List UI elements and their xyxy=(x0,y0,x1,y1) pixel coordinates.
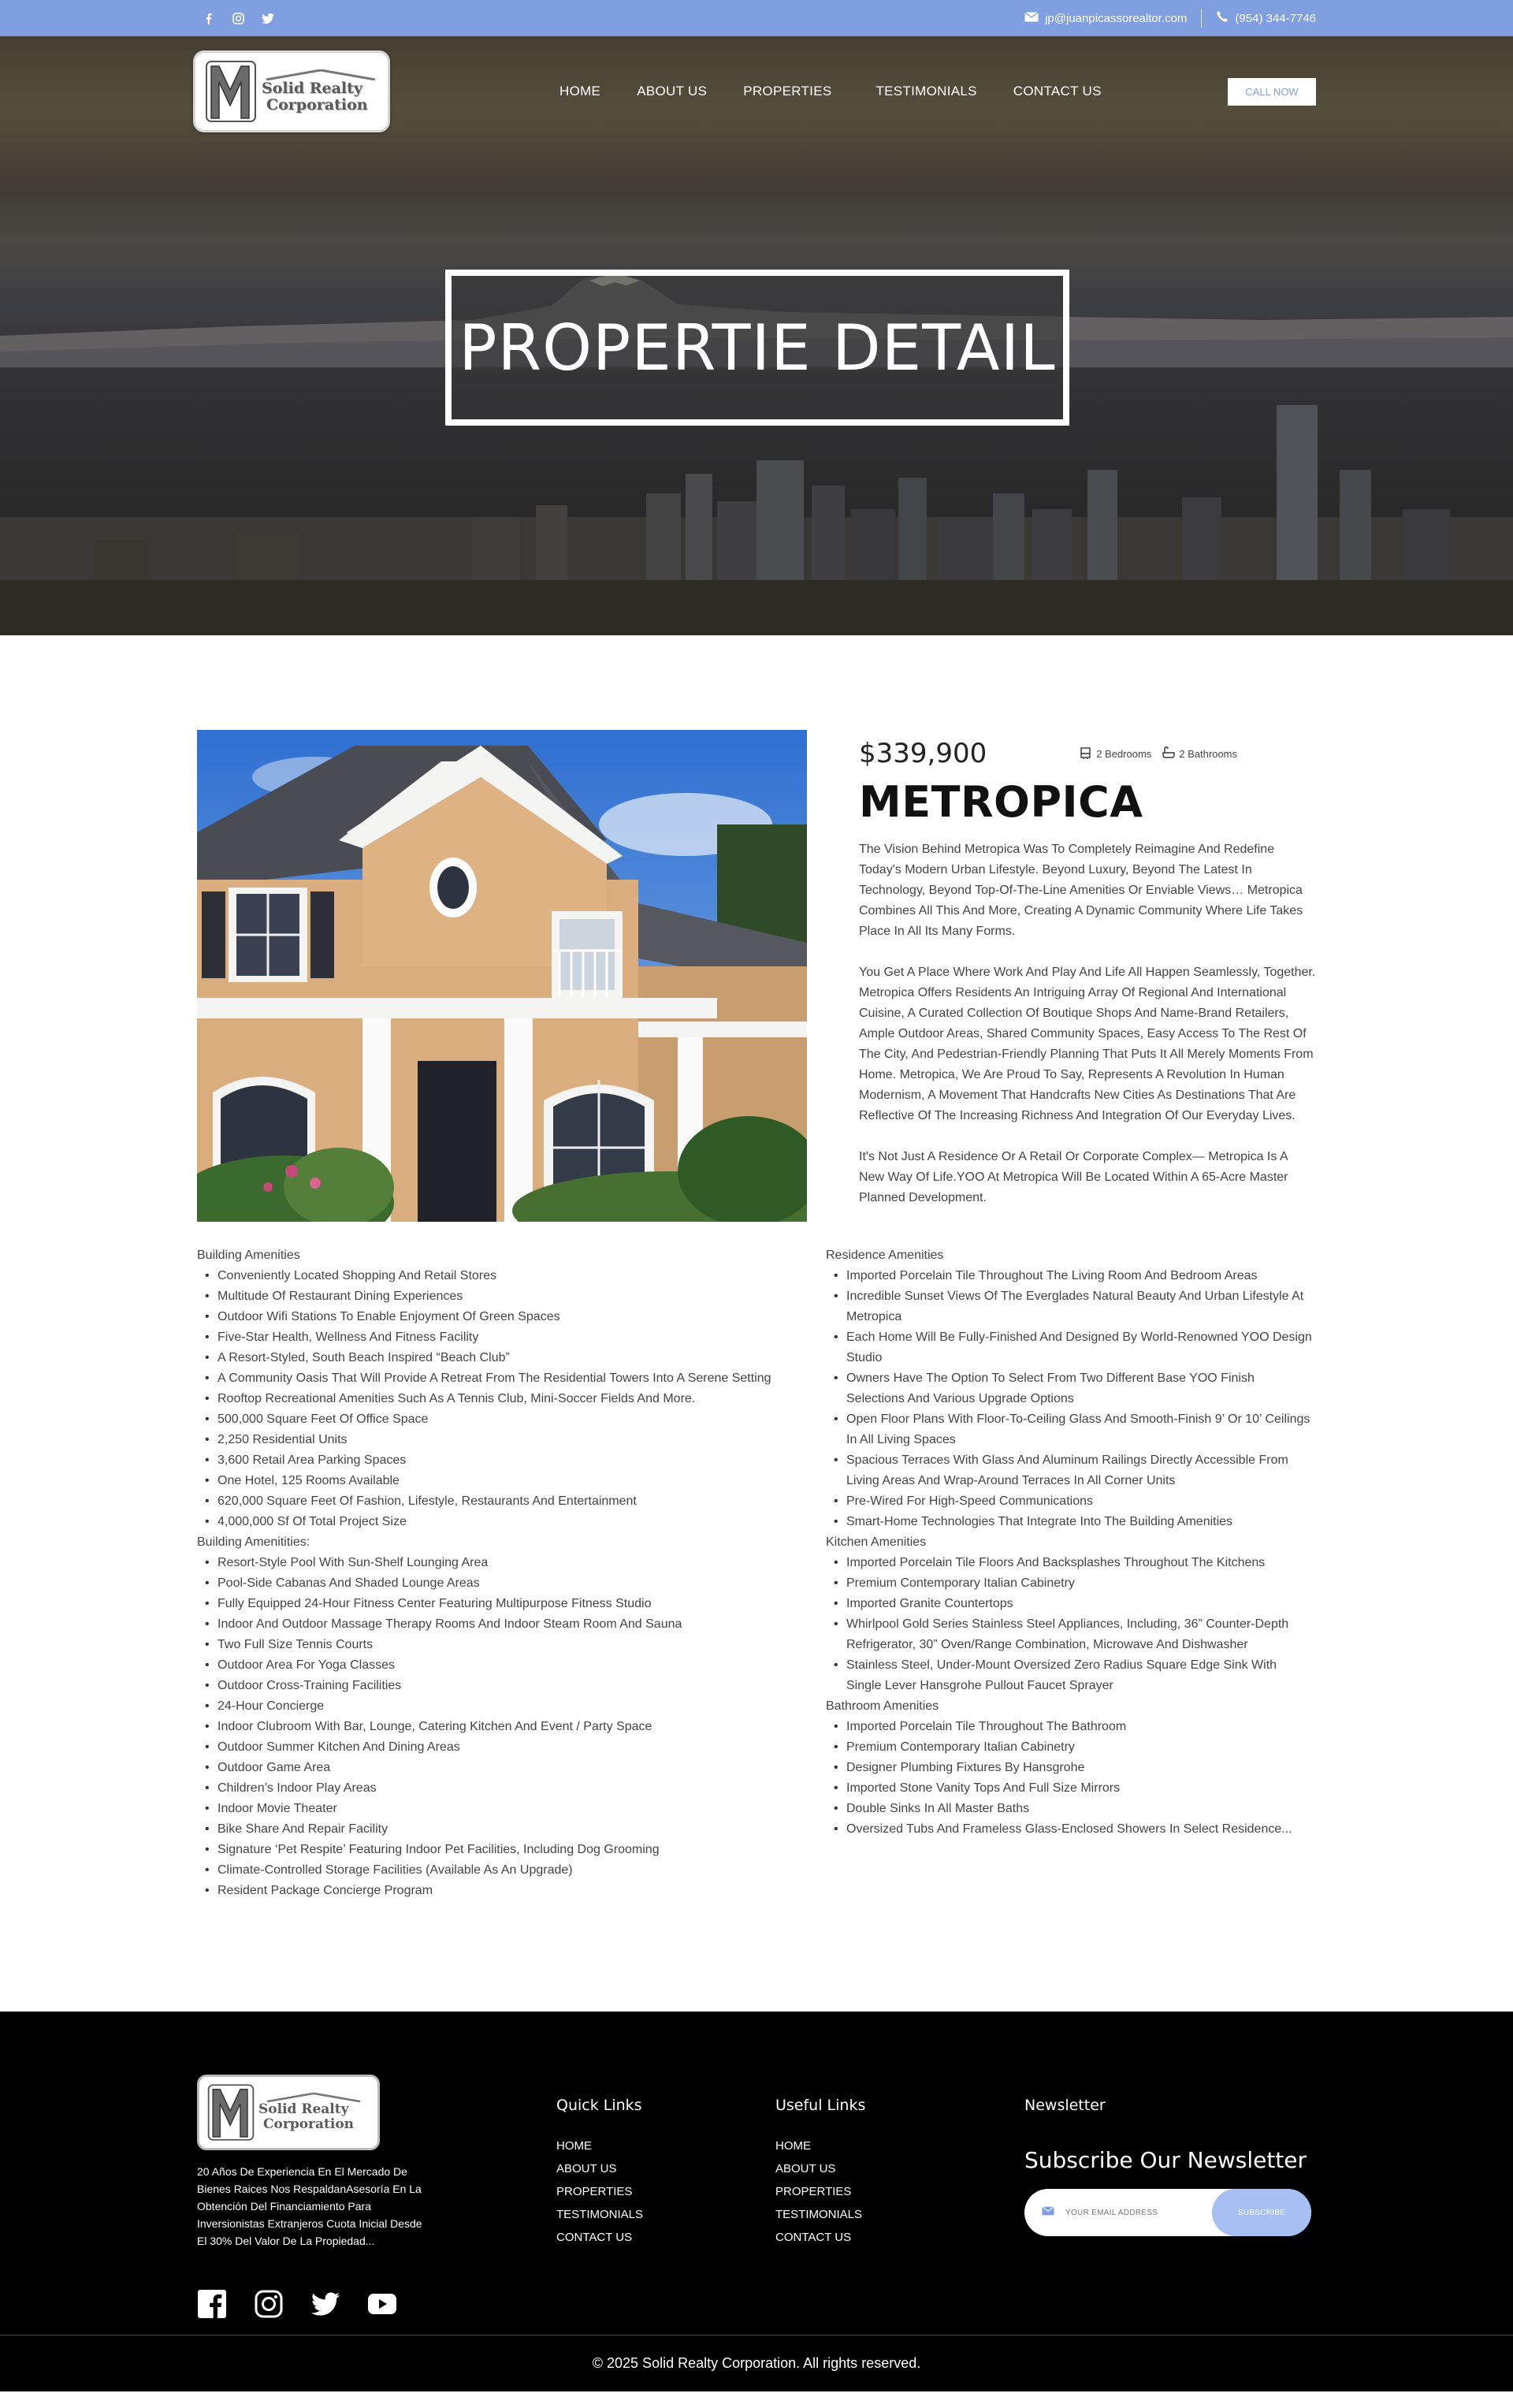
amenity-item: • 620,000 Square Feet Of Fashion, Lifestyle, Restaurants And Entertainment xyxy=(197,1491,807,1512)
amenity-item: • A Resort-Styled, South Beach Inspired “Beach Club” xyxy=(197,1348,807,1368)
amenity-item: • Stainless Steel, Under-Mount Oversized Zero Radius Square Edge Sink With Single Lever Hansgrohe Pullout Faucet Sprayer xyxy=(826,1655,1314,1696)
nav-about-us[interactable]: ABOUT US xyxy=(637,84,708,99)
amenity-item: • Incredible Sunset Views Of The Everglades Natural Beauty And Urban Lifestyle At Metropica xyxy=(826,1286,1314,1327)
roof-icon xyxy=(262,69,380,80)
amenity-item: • Outdoor Summer Kitchen And Dining Areas xyxy=(197,1737,807,1758)
property-name: METROPICA xyxy=(859,777,1143,827)
quick-links-list xyxy=(556,2134,643,2249)
facebook-icon[interactable] xyxy=(202,12,214,24)
footer-quick-links xyxy=(556,2097,643,2249)
instagram-icon[interactable] xyxy=(254,2289,284,2319)
property-detail xyxy=(0,635,1513,1901)
logo-mark-icon xyxy=(203,58,258,125)
footer-newsletter xyxy=(1024,2097,1311,2236)
amenity-item: • Each Home Will Be Fully-Finished And Designed By World-Renowned YOO Design Studio xyxy=(826,1327,1314,1368)
amenity-item: • Multitude Of Restaurant Dining Experiences xyxy=(197,1286,807,1307)
quick-link-properties[interactable]: PROPERTIES xyxy=(556,2185,633,2198)
amenity-list xyxy=(197,1553,807,1901)
amenities-section xyxy=(197,1245,1316,1901)
amenity-list xyxy=(826,1553,1314,1696)
amenity-item: • Owners Have The Option To Select From Two Different Base YOO Finish Selections And Various Upgrade Options xyxy=(826,1368,1314,1409)
amenity-item: • One Hotel, 125 Rooms Available xyxy=(197,1471,807,1491)
amenity-item: • Bike Share And Repair Facility xyxy=(197,1819,807,1840)
useful-link-about-us[interactable]: ABOUT US xyxy=(775,2162,836,2175)
nav-links xyxy=(559,84,1138,99)
footer-logo-text xyxy=(258,2093,369,2132)
bath-icon xyxy=(1162,746,1175,761)
amenities-right-column xyxy=(826,1245,1314,1901)
quick-link-about-us[interactable]: ABOUT US xyxy=(556,2162,617,2175)
quick-links-title: Quick Links xyxy=(556,2097,642,2114)
top-bar xyxy=(0,0,1513,36)
amenity-item: • Children’s Indoor Play Areas xyxy=(197,1778,807,1799)
amenity-item: • Resort-Style Pool With Sun-Shelf Lounging Area xyxy=(197,1553,807,1573)
amenity-item: • Signature ‘Pet Respite’ Featuring Indoor Pet Facilities, Including Dog Grooming xyxy=(197,1840,807,1860)
amenity-item: • Pre-Wired For High-Speed Communications xyxy=(826,1491,1314,1512)
property-price: $339,900 xyxy=(859,738,987,769)
house-illustration xyxy=(197,730,807,1222)
amenity-item: • 3,600 Retail Area Parking Spaces xyxy=(197,1450,807,1471)
email-text[interactable]: jp@juanpicassorealtor.com xyxy=(1045,11,1188,25)
quick-link-testimonials[interactable]: TESTIMONIALS xyxy=(556,2208,644,2221)
bedrooms-text: 2 Bedrooms xyxy=(1096,747,1152,760)
site-footer xyxy=(0,2012,1513,2391)
envelope-icon xyxy=(1024,12,1039,25)
phone-contact[interactable] xyxy=(1216,10,1316,26)
amenity-item: • 4,000,000 Sf Of Total Project Size xyxy=(197,1512,807,1532)
amenity-item: • Outdoor Wifi Stations To Enable Enjoyment Of Green Spaces xyxy=(197,1307,807,1327)
amenity-item: • Smart-Home Technologies That Integrate Into The Building Amenities xyxy=(826,1512,1314,1532)
amenity-item: • Outdoor Area For Yoga Classes xyxy=(197,1655,807,1676)
amenity-item: • Whirlpool Gold Series Stainless Steel Appliances, Including, 36” Counter-Depth Refrigerator, 30” Oven/Range Combination, Microwave And Dishwasher xyxy=(826,1614,1314,1655)
youtube-icon[interactable] xyxy=(367,2289,397,2319)
amenity-item: • Imported Porcelain Tile Throughout The Living Room And Bedroom Areas xyxy=(826,1266,1314,1286)
useful-link-contact-us[interactable]: CONTACT US xyxy=(775,2231,852,2244)
amenity-item: • Indoor Movie Theater xyxy=(197,1799,807,1819)
amenity-item: • Spacious Terraces With Glass And Aluminum Railings Directly Accessible From Living Areas And Wrap-Around Terraces In All Corner Units xyxy=(826,1450,1314,1491)
page-title: PROPERTIE DETAIL xyxy=(445,270,1069,426)
city-skyline xyxy=(0,399,1513,635)
useful-link-testimonials[interactable]: TESTIMONIALS xyxy=(775,2208,863,2221)
footer-social xyxy=(197,2289,1316,2319)
quick-link-home[interactable]: HOME xyxy=(556,2139,592,2153)
amenity-item: • Oversized Tubs And Frameless Glass-Enclosed Showers In Select Residence... xyxy=(826,1819,1314,1840)
amenity-item: • Climate-Controlled Storage Facilities (Available As An Upgrade) xyxy=(197,1860,807,1881)
bathrooms-text: 2 Bathrooms xyxy=(1179,747,1237,760)
amenity-item: • Conveniently Located Shopping And Retail Stores xyxy=(197,1266,807,1286)
newsletter-email-input[interactable] xyxy=(1065,2209,1207,2217)
contact-divider xyxy=(1201,9,1202,28)
amenity-list xyxy=(197,1266,807,1532)
amenity-item: • Imported Stone Vanity Tops And Full Size Mirrors xyxy=(826,1778,1314,1799)
amenity-item: • 2,250 Residential Units xyxy=(197,1430,807,1450)
amenity-item: • Premium Contemporary Italian Cabinetry xyxy=(826,1737,1314,1758)
amenity-group-heading: Kitchen Amenities xyxy=(826,1535,927,1549)
bedrooms-spec xyxy=(1080,746,1151,761)
amenity-item: • Designer Plumbing Fixtures By Hansgrohe xyxy=(826,1758,1314,1778)
amenity-item: • Open Floor Plans With Floor-To-Ceiling Glass And Smooth-Finish 9’ Or 10’ Ceilings In All Living Spaces xyxy=(826,1409,1314,1450)
amenity-group-heading: Residence Amenities xyxy=(826,1249,944,1262)
logo-text xyxy=(262,69,380,114)
amenity-item: • Outdoor Game Area xyxy=(197,1758,807,1778)
amenity-item: • A Community Oasis That Will Provide A Retreat From The Residential Towers Into A Serene Setting xyxy=(197,1368,807,1389)
bed-icon xyxy=(1080,746,1092,761)
amenities-left-column xyxy=(197,1245,807,1901)
main-navigation xyxy=(193,50,1316,132)
topbar-contact xyxy=(1024,9,1316,28)
description-paragraph: You Get A Place Where Work And Play And Life All Happen Seamlessly, Together. Metropica Offers Residents An Intriguing Array Of Regional And International Cuisine, A Curated Collection Of Boutique Shops And Name-Brand Retailers, Ample Outdoor Areas, Shared Community Spaces, Easy Access To The Rest Of The City, And Pedestrian-Friendly Planning That Puts It All Merely Moments From Home. Metropica, We Are Proud To Say, Represents A Revolution In Human Modernism, A Movement That Handcrafts New Cities As Destinations That Are Reflective Of The Increasing Richness And Integration Of Our Everyday Lives. xyxy=(859,966,1316,1122)
amenity-item: • 500,000 Square Feet Of Office Space xyxy=(197,1409,807,1430)
subscribe-button[interactable]: SUBSCRIBE xyxy=(1212,2189,1311,2236)
amenity-item: • Imported Porcelain Tile Floors And Backsplashes Throughout The Kitchens xyxy=(826,1553,1314,1573)
phone-icon xyxy=(1216,10,1229,26)
useful-links-title: Useful Links xyxy=(775,2097,866,2114)
site-logo[interactable] xyxy=(193,50,390,132)
description-paragraph: It's Not Just A Residence Or A Retail Or Corporate Complex— Metropica Is A New Way Of Life.YOO At Metropica Will Be Located Within A 65-Acre Master Planned Development. xyxy=(859,1150,1288,1204)
hero-banner xyxy=(0,36,1513,635)
useful-link-home[interactable]: HOME xyxy=(775,2139,811,2153)
amenity-item: • Five-Star Health, Wellness And Fitness Facility xyxy=(197,1327,807,1348)
amenity-item: • Rooftop Recreational Amenities Such As A Tennis Club, Mini-Soccer Fields And More. xyxy=(197,1389,807,1409)
amenity-item: • Indoor Clubroom With Bar, Lounge, Catering Kitchen And Event / Party Space xyxy=(197,1717,807,1737)
amenity-group-heading: Building Amenitities: xyxy=(197,1535,310,1549)
nav-testimonials[interactable]: TESTIMONIALS xyxy=(875,84,977,99)
amenity-item: • Two Full Size Tennis Courts xyxy=(197,1635,807,1655)
logo-line1: Solid Realty xyxy=(262,80,362,97)
footer-useful-links xyxy=(775,2097,865,2249)
newsletter-heading: Subscribe Our Newsletter xyxy=(1024,2147,1307,2173)
amenity-item: • Indoor And Outdoor Massage Therapy Rooms And Indoor Steam Room And Sauna xyxy=(197,1614,807,1635)
amenity-list xyxy=(826,1717,1314,1840)
property-description xyxy=(859,839,1316,1208)
amenity-item: • Outdoor Cross-Training Facilities xyxy=(197,1676,807,1696)
amenity-item: • Premium Contemporary Italian Cabinetry xyxy=(826,1573,1314,1594)
property-photo xyxy=(197,730,807,1222)
price-row xyxy=(859,738,1237,769)
quick-link-contact-us[interactable]: CONTACT US xyxy=(556,2231,633,2244)
footer-content xyxy=(197,2075,1316,2319)
logo-line1: Solid Realty xyxy=(258,2101,349,2117)
useful-link-properties[interactable]: PROPERTIES xyxy=(775,2185,852,2198)
twitter-icon[interactable] xyxy=(262,12,274,24)
nav-home[interactable]: HOME xyxy=(559,84,601,99)
logo-line2: Corporation xyxy=(266,96,368,114)
amenity-item: • Resident Package Concierge Program xyxy=(197,1881,807,1901)
description-paragraph: The Vision Behind Metropica Was To Completely Reimagine And Redefine Today's Modern Urban Lifestyle. Beyond Luxury, Beyond The Latest In Technology, Beyond Top-Of-The-Line Amenities Or Enviable Views… Metropica Combines All This And More, Creating A Dynamic Community Where Life Takes Place In All Its Many Forms. xyxy=(859,843,1303,938)
useful-links-list xyxy=(775,2134,865,2249)
footer-logo[interactable] xyxy=(197,2075,380,2150)
property-summary xyxy=(197,730,1316,1222)
call-now-button[interactable]: CALL NOW xyxy=(1228,78,1316,106)
logo-mark-icon xyxy=(206,2082,256,2143)
facebook-icon[interactable] xyxy=(197,2289,227,2319)
amenity-list xyxy=(826,1266,1314,1532)
amenity-item: • Imported Porcelain Tile Throughout The Bathroom xyxy=(826,1717,1314,1737)
amenity-group-heading: Bathroom Amenities xyxy=(826,1699,939,1713)
property-info xyxy=(859,730,1316,1222)
nav-properties[interactable]: PROPERTIES xyxy=(743,84,832,99)
email-contact[interactable] xyxy=(1024,12,1187,25)
topbar-social xyxy=(202,12,274,24)
newsletter-form xyxy=(1024,2189,1311,2236)
bathrooms-spec xyxy=(1162,746,1237,761)
nav-contact-us[interactable]: CONTACT US xyxy=(1013,84,1102,99)
copyright-text: © 2025 Solid Realty Corporation. All rights reserved. xyxy=(0,2335,1513,2391)
newsletter-title: Newsletter xyxy=(1024,2097,1106,2114)
amenity-item: • Pool-Side Cabanas And Shaded Lounge Areas xyxy=(197,1573,807,1594)
instagram-icon[interactable] xyxy=(232,12,244,24)
footer-about-text: 20 Años De Experiencia En El Mercado De Bienes Raices Nos RespaldanAsesoría En La Obtención Del Financiamiento Para Inversionistas Extranjeros Cuota Inicial Desde El 30% Del Valor De La Propiedad... xyxy=(197,2165,422,2247)
amenity-item: • Double Sinks In All Master Baths xyxy=(826,1799,1314,1819)
amenity-item: • Imported Granite Countertops xyxy=(826,1594,1314,1614)
envelope-icon xyxy=(1042,2205,1056,2220)
amenity-item: • Fully Equipped 24-Hour Fitness Center Featuring Multipurpose Fitness Studio xyxy=(197,1594,807,1614)
logo-line2: Corporation xyxy=(263,2116,355,2132)
amenity-group-heading: Building Amenities xyxy=(197,1249,300,1262)
phone-text[interactable]: (954) 344-7746 xyxy=(1235,11,1316,25)
twitter-icon[interactable] xyxy=(310,2289,340,2319)
amenity-item: • 24-Hour Concierge xyxy=(197,1696,807,1717)
property-specs xyxy=(1080,746,1237,761)
